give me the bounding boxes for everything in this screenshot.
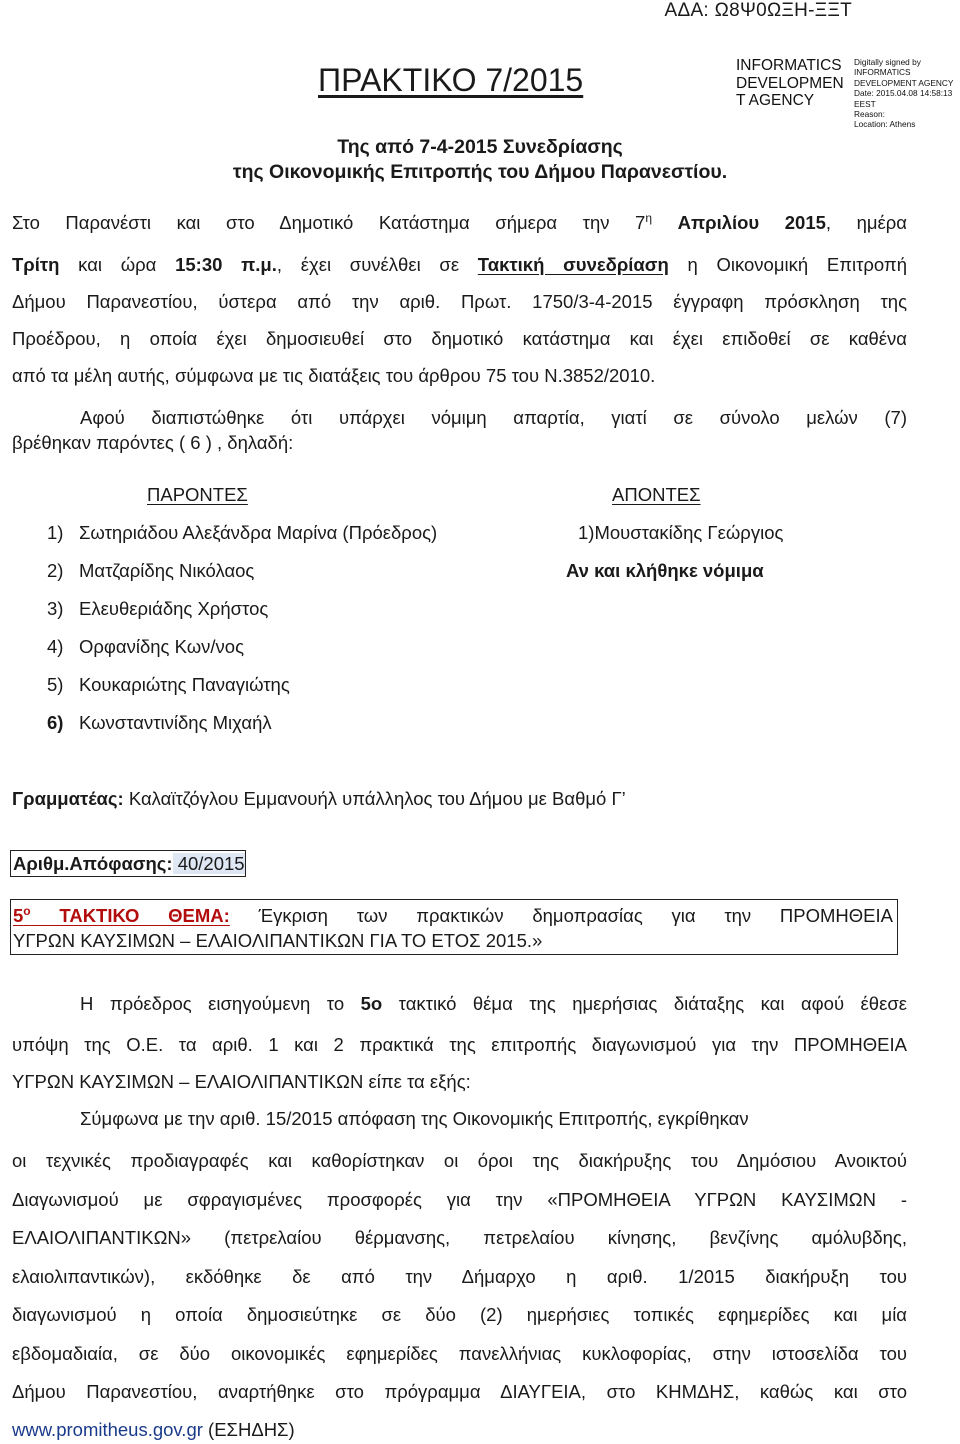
- body-p1-line2: υπόψη της Ο.Ε. τα αριθ. 1 και 2 πρακτικά της επιτροπής διαγωνισμού για την ΠΡΟΜΗΘΕΙΑ: [12, 1034, 907, 1055]
- decision-number: Αριθμ.Απόφασης: 40/2015: [10, 850, 246, 877]
- present-member-1: 1) Σωτηριάδου Αλεξάνδρα Μαρίνα (Πρόεδρος): [47, 522, 438, 543]
- digital-signature: [736, 57, 954, 130]
- promitheus-link[interactable]: www.promitheus.gov.gr: [12, 1419, 203, 1440]
- session-title-line1: Της από 7-4-2015 Συνεδρίασης: [337, 136, 623, 158]
- ada-code: ΑΔΑ: Ω8Ψ0ΩΞΗ-ΞΞΤ: [664, 0, 852, 21]
- body-p2-line9: www.promitheus.gov.gr (ΕΣΗΔΗΣ): [12, 1419, 295, 1440]
- intro-line5: από τα μέλη αυτής, σύμφωνα με τις διατάξεις του άρθρου 75 του Ν.3852/2010.: [12, 365, 656, 386]
- body-p2-line5: ελαιολιπαντικών), εκδόθηκε δε από την Δήμαρχο η αριθ. 1/2015 διακήρυξη του: [12, 1266, 907, 1287]
- quorum-line1: Αφού διαπιστώθηκε ότι υπάρχει νόμιμη απαρτία, γιατί σε σύνολο μελών (7): [80, 407, 907, 428]
- body-p2-line1: Σύμφωνα με την αριθ. 15/2015 απόφαση της Οικονομικής Επιτροπής, εγκρίθηκαν: [80, 1108, 749, 1129]
- present-member-5: 5) Κουκαριώτης Παναγιώτης: [47, 674, 290, 695]
- body-p2-line3: Διαγωνισμού με σφραγισμένες προσφορές για την «ΠΡΟΜΗΘΕΙΑ ΥΓΡΩΝ ΚΑΥΣΙΜΩΝ -: [12, 1189, 907, 1210]
- body-p2-line6: διαγωνισμού η οποία δημοσιεύτηκε σε δύο (2) ημερήσιες τοπικές εφημερίδες και μία: [12, 1304, 907, 1325]
- present-member-2: 2) Ματζαρίδης Νικόλαος: [47, 560, 255, 581]
- body-p2-line7: εβδομαδιαία, σε δύο οικονομικές εφημερίδες πανελλήνιας κυκλοφορίας, στην ιστοσελίδα του: [12, 1343, 907, 1364]
- body-p1-line3: ΥΓΡΩΝ ΚΑΥΣΙΜΩΝ – ΕΛΑΙΟΛΙΠΑΝΤΙΚΩΝ είπε τα εξής:: [12, 1071, 471, 1092]
- body-p1-line1: Η πρόεδρος εισηγούμενη το 5ο τακτικό θέμα της ημερήσιας διάταξης και αφού έθεσε: [80, 993, 907, 1014]
- topic-line1: $5^o$ ΤΑΚΤΙΚΟ ΘΕΜΑ: Έγκριση των πρακτικών δημοπρασίας για την ΠΡΟΜΗΘΕΙΑ: [13, 904, 893, 927]
- quorum-line2: βρέθηκαν παρόντες ( 6 ) , δηλαδή:: [12, 432, 294, 453]
- topic-line2: ΥΓΡΩΝ ΚΑΥΣΙΜΩΝ – ΕΛΑΙΟΛΙΠΑΝΤΙΚΩΝ ΓΙΑ ΤΟ ΕΤΟΣ 2015.»: [13, 930, 543, 951]
- signature-details: Digitally signed by INFORMATICS DEVELOPMENT AGENCY Date: 2015.04.08 14:58:13 EEST Reason: Location: Athens: [854, 57, 954, 130]
- intro-line2: Τρίτη και ώρα 15:30 π.μ., έχει συνέλθει σε Τακτική συνεδρίαση η Οικονομική Επιτροπή: [12, 254, 907, 275]
- signer-name: INFORMATICS DEVELOPMEN T AGENCY: [736, 57, 844, 109]
- absent-note: Αν και κλήθηκε νόμιμα: [566, 560, 764, 581]
- present-member-6: 6) Κωνσταντινίδης Μιχαήλ: [47, 712, 272, 733]
- body-p2-line2: οι τεχνικές προδιαγραφές και καθορίστηκαν οι όροι της διακήρυξης του Δημόσιου Ανοικτού: [12, 1150, 907, 1171]
- present-member-4: 4) Ορφανίδης Κων/νος: [47, 636, 245, 657]
- session-title-line2: της Οικονομικής Επιτροπής του Δήμου Παρανεστίου.: [232, 161, 728, 183]
- present-member-3: 3) Ελευθεριάδης Χρήστος: [47, 598, 269, 619]
- document-title: ΠΡΑΚΤΙΚΟ 7/2015: [318, 62, 584, 98]
- intro-line3: Δήμου Παρανεστίου, ύστερα από την αριθ. Πρωτ. 1750/3-4-2015 έγγραφη πρόσκληση της: [12, 291, 907, 312]
- absent-member-1: 1)Μουστακίδης Γεώργιος: [578, 522, 784, 543]
- absent-heading: ΑΠΟΝΤΕΣ: [612, 484, 701, 505]
- body-p2-line4: ΕΛΑΙΟΛΙΠΑΝΤΙΚΩΝ» (πετρελαίου θέρμανσης, πετρελαίου κίνησης, βενζίνης αμόλυβδης,: [12, 1227, 907, 1248]
- intro-line1: Στο Παρανέστι και στο Δημοτικό Κατάστημα σήμερα την $7^\eta$ Απριλίου 2015, ημέρα: [12, 211, 908, 234]
- body-p2-line8: Δήμου Παρανεστίου, αναρτήθηκε στο πρόγραμμα ΔΙΑΥΓΕΙΑ, στο ΚΗΜΔΗΣ, καθώς και στο: [12, 1381, 907, 1402]
- secretary-line: Γραμματέας: Καλαϊτζόγλου Εμμανουήλ υπάλληλος του Δήμου με Βαθμό Γ’: [12, 788, 626, 809]
- present-heading: ΠΑΡΟΝΤΕΣ: [147, 484, 248, 505]
- intro-line4: Προέδρου, η οποία έχει δημοσιευθεί στο δημοτικό κατάστημα και έχει επιδοθεί σε καθένα: [12, 328, 907, 349]
- topic-label: $5^o$ ΤΑΚΤΙΚΟ ΘΕΜΑ:: [13, 904, 230, 927]
